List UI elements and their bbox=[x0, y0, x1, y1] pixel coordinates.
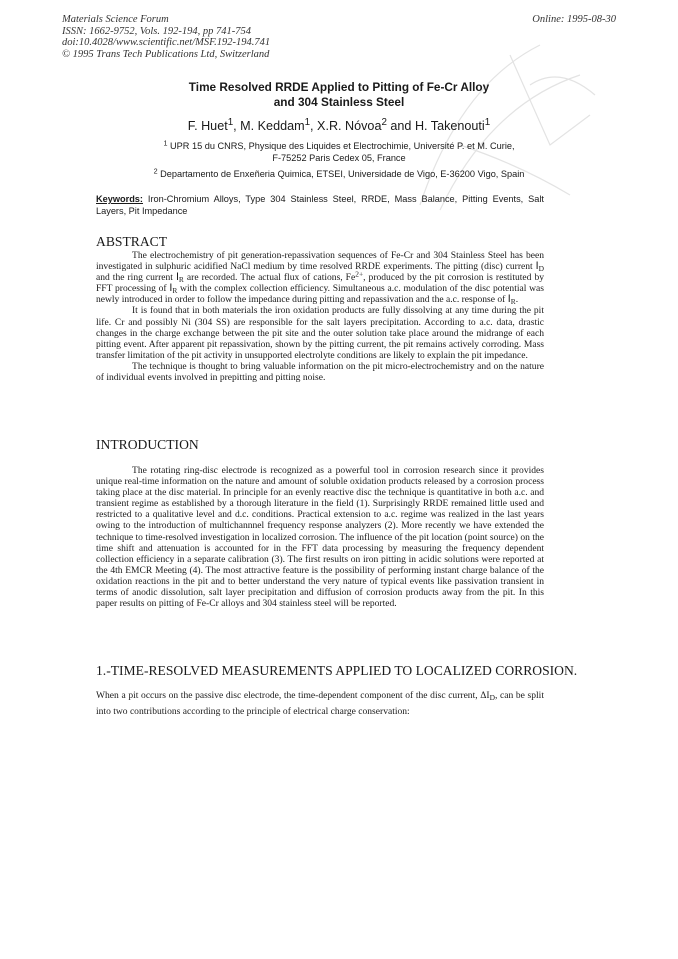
keywords bbox=[96, 193, 544, 217]
author-4: H. Takenouti bbox=[414, 119, 485, 133]
affiliation-1-mark: 1 bbox=[163, 139, 168, 148]
author-2: M. Keddam bbox=[240, 119, 305, 133]
author-list: F. Huet$^1$, M. Keddam$^1$, X.R. Nóvoa$^2$ and H. Takenouti$^1$ bbox=[187, 117, 491, 133]
abstract-paragraph-3: The technique is thought to bring valuable information on the pit micro-electrochemistry and on the nature of individual events involved in prepitting and pitting noise. bbox=[96, 360, 544, 384]
author-3-affil-mark: 2 bbox=[381, 117, 387, 129]
affiliation-2: $^2$ Departamento de Enxeñeria Quimica, ETSEI, Universidade de Vigo, E-36200 Vigo, Spain bbox=[153, 167, 525, 179]
abstract-paragraph-2: It is found that in both materials the iron oxidation products are fully dissolving at any time during the pit life. Cr and possibly Ni (304 SS) are responsible for the salt layers precipitation. According to a.c. data, drastic changes in the charge exchange between the pit site and the outer solution take place around the midrange of each pitting event. After apparent pit repassivation, shown by the pitting current, the pit remains actively corroding. Mass transfer limitation of the pit activity in unsupported electrolyte conditions are likely to explain the pit impedance. bbox=[96, 305, 544, 361]
abstract-heading: ABSTRACT bbox=[96, 234, 168, 249]
introduction-heading: INTRODUCTION bbox=[96, 437, 199, 452]
author-2-affil-mark: 1 bbox=[304, 117, 311, 129]
introduction-body bbox=[96, 465, 544, 609]
author-4-affil-mark: 1 bbox=[484, 117, 491, 129]
abstract-paragraph-1: The electrochemistry of pit generation-repassivation sequences of Fe-Cr and 304 Stainless Steel has been investigated in sulphuric acidified NaCl medium by time resolved RRDE experiments. The pitting (disc) current $I_D$ and the ring current $I_R$ are recorded. The actual flux of cations, $Fe^{2+}$, produced by the pit corrosion is restituted by FFT processing of $I_R$ with the complex collection efficiency. Simultaneous a.c. modulation of the disc potential was newly introduced in order to follow the impedance during pitting and repassivation and the a.c. response of $I_R$. bbox=[96, 250, 544, 307]
journal-header bbox=[62, 14, 270, 60]
paper-title bbox=[60, 80, 618, 110]
online-date: Online: 1995-08-30 bbox=[532, 14, 616, 25]
author-3: X.R. Nóvoa bbox=[317, 119, 382, 133]
issn-line: ISSN: 1662-9752, Vols. 192-194, pp 741-754 bbox=[62, 25, 251, 37]
abstract-body bbox=[96, 250, 544, 383]
section-1-paragraph-1: When a pit occurs on the passive disc electrode, the time-dependent component of the disc current, $\Delta I_D$, can be split into two contributions according to the principle of electrical charge conservation: bbox=[96, 690, 544, 717]
doi-line: doi:10.4028/www.scientific.net/MSF.192-194.741 bbox=[62, 37, 271, 48]
keywords-text: Iron-Chromium Alloys, Type 304 Stainless Steel, RRDE, Mass Balance, Pitting Events, Salt Layers, Pit Impedance bbox=[96, 194, 544, 216]
author-1: F. Huet bbox=[187, 119, 228, 133]
title-line-2: and 304 Stainless Steel bbox=[273, 95, 405, 109]
journal-name: Materials Science Forum bbox=[62, 14, 169, 25]
affiliation-1: $^1$ UPR 15 du CNRS, Physique des Liquides et Electrochimie, Université P. et M. Curie, F-75252 Paris Cedex 05, France bbox=[163, 139, 515, 163]
keywords-label: Keywords: bbox=[96, 194, 143, 204]
title-line-1: Time Resolved RRDE Applied to Pitting of Fe-Cr Alloy bbox=[188, 80, 490, 94]
copyright-line: © 1995 Trans Tech Publications Ltd, Switzerland bbox=[62, 48, 270, 60]
section-1-heading: 1.-TIME-RESOLVED MEASUREMENTS APPLIED TO LOCALIZED CORROSION. bbox=[96, 663, 578, 678]
affiliation-2-mark: 2 bbox=[153, 167, 158, 176]
introduction-paragraph-1: The rotating ring-disc electrode is recognized as a powerful tool in corrosion research since it provides unique real-time information on the nature and amount of soluble oxidation products released by a corrosion process taking place at the disc material. In principle for an evenly reactive disc the technique is quantitative in both a.c. and transient regime as established by a thorough literature in the field (1). Surprisingly RRDE remained little used and restricted to a qualitative level and d.c. conditions. Practical extension to a.c. regime was realized in the last years owing to the introduction of multichannnel frequency response analyzers (2). More recently we have extended the technique to time-resolved investigation in localized corrosion. The influence of the pit location (point source) on the time shift and attenuation is accounted for in the FFT data processing by measuring the frequency dependent collection efficiency in a separate calibration (3). The first results on iron pitting in acidic solutions were reported at the 4th EMCR Meeting (4). The most attractive feature is the possibility of performing instant charge balance of the oxidation reactions in the pit and to better understand the very nature of typical events like passivation transient in terms of anodic dissolution, salt layer precipitation and diffusion of corrosion products away from the pit. In this paper results on pitting of Fe-Cr alloys and 304 stainless steel will be reported. bbox=[96, 465, 544, 610]
author-1-affil-mark: 1 bbox=[227, 117, 234, 129]
section-1-body bbox=[96, 688, 544, 720]
